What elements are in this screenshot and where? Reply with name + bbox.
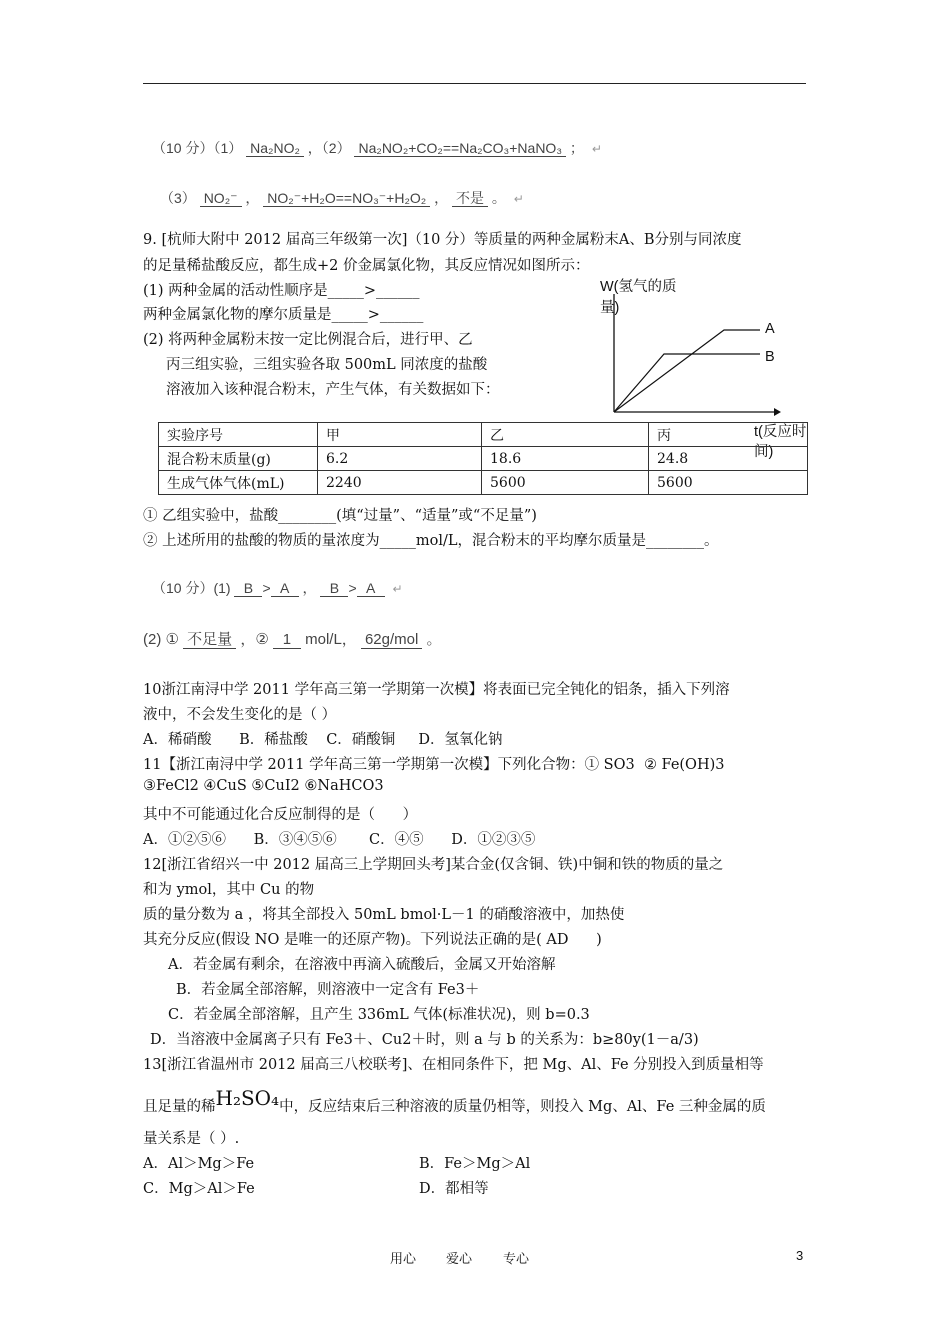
answer8-blank-3: NO₂⁻ [200, 190, 242, 207]
answer9-blank-7: 62g/mol [361, 632, 422, 649]
q9-question-a: ① 乙组实验中，盐酸________(填“过量”、“适量”或“不足量”) [143, 508, 537, 524]
q13-option-d: D．都相等 [419, 1181, 489, 1197]
table-cell: 5600 [649, 471, 808, 495]
table-row [159, 471, 808, 495]
q13-line2 [143, 1086, 766, 1116]
q12-line1: 12[浙江省绍兴一中 2012 届高三上学期回头考]某合金(仅含铜、铁)中铜和铁的物质的量之 [143, 857, 724, 873]
q10-line2: 液中，不会发生变化的是（ ） [143, 707, 337, 723]
answer8-sep: ， [245, 190, 260, 206]
table-cell: 2240 [318, 471, 482, 495]
q13-line2-end: 中，反应结束后三种溶液的质量仍相等，则投入 Mg、Al、Fe 三种金属的质 [279, 1099, 766, 1115]
answer8-end: ； [569, 140, 584, 156]
answer8-blank-5: 不是 [452, 190, 488, 207]
q9-sub1b: 两种金属氯化物的摩尔质量是_____>______ [143, 307, 424, 323]
answer8-mid: ，（2） [307, 140, 351, 156]
footer-motto-2: 爱心 [446, 1252, 473, 1267]
answer9-line1 [152, 578, 403, 598]
q11-line2: ③FeCl2 ④CuS ⑤CuI2 ⑥NaHCO3 [143, 778, 384, 794]
answer8-end: 。 [491, 190, 506, 206]
q12-option-d: D．当溶液中金属离子只有 Fe3＋、Cu2＋时，则 a 与 b 的关系为：b≥80y(1－a/3) [150, 1032, 699, 1048]
graph-label-A: A [765, 321, 775, 337]
q9-line1: 9. [杭师大附中 2012 届高三年级第一次]（10 分）等质量的两种金属粉末A、B分别与同浓度 [143, 232, 742, 248]
q13-line3: 量关系是（ ）. [143, 1131, 240, 1147]
q12-option-b: B．若金属全部溶解，则溶液中一定含有 Fe3＋ [176, 982, 480, 998]
table-cell: 24.8 [649, 447, 808, 471]
header-rule [143, 83, 806, 84]
q12-option-c: C．若金属全部溶解，且产生 336mL 气体(标准状况)，则 b=0.3 [168, 1007, 590, 1023]
answer9-blank-1: B [234, 580, 262, 597]
footer-motto-1: 用心 [390, 1252, 417, 1267]
curve-A [614, 330, 760, 412]
answer8-line2 [160, 188, 524, 208]
q11-line1: 11【浙江南浔中学 2011 学年高三第一学期第一次模】下列化合物：① SO3 ② Fe(OH)3 [143, 757, 725, 773]
answer9-sep: ， [302, 580, 317, 596]
q13-formula: H₂SO₄ [215, 1086, 280, 1110]
graph-xlabel-1: t(反应时 [754, 424, 807, 440]
answer9-blank-5: 不足量 [183, 632, 236, 649]
q12-option-a: A．若金属有剩余，在溶液中再滴入硫酸后，金属又开始溶解 [168, 957, 556, 973]
table-cell: 生成气体气体(mL) [159, 471, 318, 495]
answer9-prefix: （10 分）(1) [152, 580, 231, 596]
answer9-blank-3: B [320, 580, 348, 597]
answer8-prefix-3: （3） [160, 190, 196, 206]
table-row [159, 447, 808, 471]
q13-line2-start: 且足量的稀 [143, 1099, 216, 1115]
answer8-prefix: （10 分）（1） [152, 140, 243, 156]
answer9-blank-4: A [357, 580, 385, 597]
table-header-cell: 甲 [318, 423, 482, 447]
return-mark-icon: ↵ [513, 192, 524, 206]
q11-options: A．①②⑤⑥ B．③④⑤⑥ C．④⑤ D．①②③⑤ [143, 832, 536, 848]
q11-line3: 其中不可能通过化合反应制得的是（ ） [143, 807, 418, 823]
reaction-graph [600, 290, 790, 425]
answer8-blank-4: NO₂⁻+H₂O==NO₃⁻+H₂O₂ [263, 190, 430, 207]
table-header-cell: 实验序号 [159, 423, 318, 447]
graph-xlabel-2: 间) [754, 444, 774, 460]
experiment-table [158, 422, 808, 495]
graph-ylabel-2: 量) [600, 300, 620, 316]
q10-line1: 10浙江南浔中学 2011 学年高三第一学期第一次模】将表面已完全钝化的铝条，插入下列溶 [143, 682, 730, 698]
q13-option-a: A．Al＞Mg＞Fe [143, 1156, 255, 1172]
x-axis-arrow-icon [774, 408, 781, 416]
q12-line2: 和为 ymol，其中 Cu 的物 [143, 882, 315, 898]
answer8-blank-1: Na₂NO₂ [246, 140, 304, 157]
q9-sub2a: (2) 将两种金属粉末按一定比例混合后，进行甲、乙 [143, 332, 473, 348]
answer9-gt: > [348, 580, 357, 596]
q13-line1: 13[浙江省温州市 2012 届高三八校联考]、在相同条件下，把 Mg、Al、Fe 分别投入到质量相等 [143, 1057, 764, 1073]
footer-motto-3: 专心 [503, 1252, 530, 1267]
q13-option-c: C．Mg＞Al＞Fe [143, 1181, 255, 1197]
answer8-line1 [152, 138, 602, 158]
answer9-unit: mol/L， [305, 631, 357, 648]
return-mark-icon: ↵ [591, 142, 602, 156]
q13-option-b: B．Fe＞Mg＞Al [419, 1156, 531, 1172]
q9-line2: 的足量稀盐酸反应，都生成+2 价金属氯化物，其反应情况如图所示： [143, 258, 590, 274]
q9-sub2b: 丙三组实验，三组实验各取 500mL 同浓度的盐酸 [166, 357, 488, 373]
graph-ylabel-1: W(氢气的质 [600, 279, 677, 295]
return-mark-icon: ↵ [392, 582, 403, 596]
answer9-line2 [143, 628, 442, 649]
answer9-sep: ，② [240, 631, 269, 648]
q12-line3: 质的量分数为 a ，将其全部投入 50mL bmol·L－1 的硝酸溶液中，加热使 [143, 907, 625, 923]
table-cell: 18.6 [482, 447, 649, 471]
answer9-blank-2: A [271, 580, 299, 597]
answer9-end: 。 [426, 631, 442, 648]
answer8-sep: ， [434, 190, 449, 206]
table-header-cell: 丙 [649, 423, 808, 447]
q9-sub2c: 溶液加入该种混合粉末，产生气体，有关数据如下： [166, 382, 500, 398]
table-header-row [159, 423, 808, 447]
answer8-blank-2: Na₂NO₂+CO₂==Na₂CO₃+NaNO₃ [354, 140, 566, 157]
table-cell: 混合粉末质量(g) [159, 447, 318, 471]
table-cell: 6.2 [318, 447, 482, 471]
answer9-gt: > [262, 580, 271, 596]
q9-question-b: ② 上述所用的盐酸的物质的量浓度为_____mol/L，混合粉末的平均摩尔质量是________。 [143, 533, 719, 549]
q9-sub1a: (1) 两种金属的活动性顺序是_____>______ [143, 283, 420, 299]
answer9-prefix-2: (2) ① [143, 631, 179, 648]
curve-B [614, 354, 760, 412]
table-cell: 5600 [482, 471, 649, 495]
graph-label-B: B [765, 349, 775, 365]
q12-line4: 其充分反应(假设 NO 是唯一的还原产物)。下列说法正确的是( AD ) [143, 932, 602, 948]
answer9-blank-6: 1 [273, 632, 301, 649]
table-header-cell: 乙 [482, 423, 649, 447]
page-number: 3 [796, 1248, 804, 1263]
q10-options: A．稀硝酸 B．稀盐酸 C．硝酸铜 D．氢氧化钠 [143, 732, 503, 748]
